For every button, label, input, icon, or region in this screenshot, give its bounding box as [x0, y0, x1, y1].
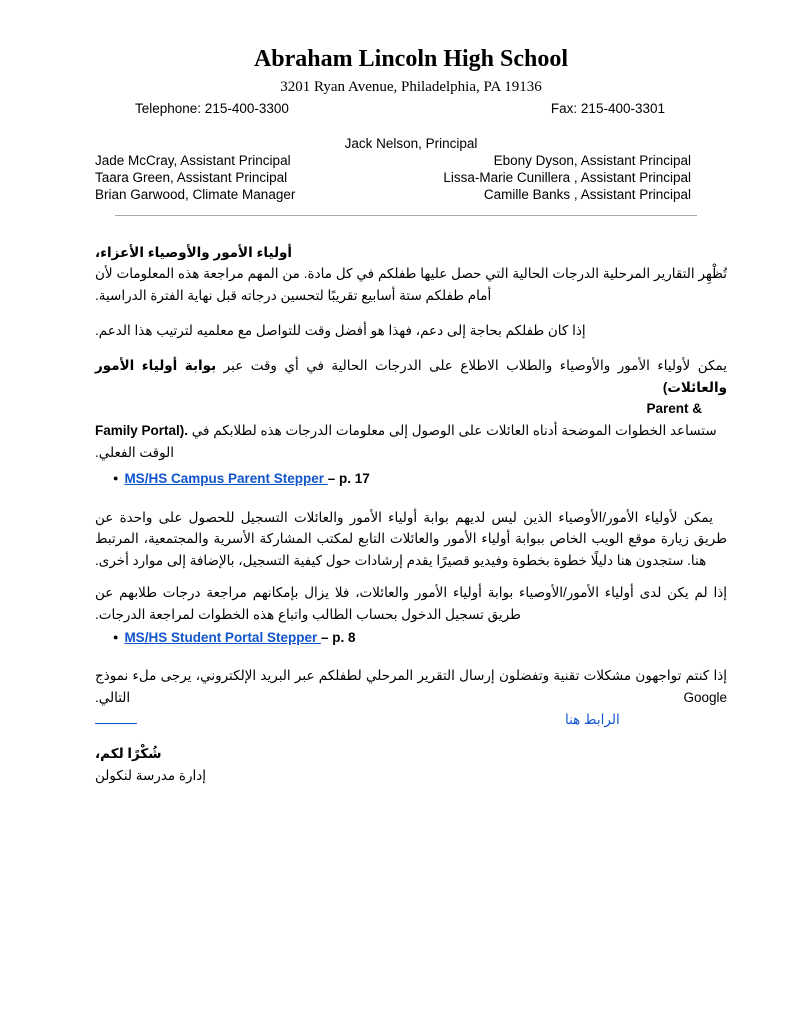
staff-member: Taara Green, Assistant Principal — [95, 170, 288, 186]
phone-fax-row — [95, 100, 727, 117]
staff-column-right — [443, 152, 691, 204]
principal-line: Jack Nelson, Principal — [344, 136, 478, 151]
bullet-icon: ● — [113, 631, 119, 642]
family-portal-text: Family Portal). — [95, 423, 189, 439]
school-name: Abraham Lincoln High School — [253, 46, 569, 72]
link-campus-parent-stepper[interactable]: MS/HS Campus Parent Stepper — [124, 470, 328, 486]
portal-outro-text: ستساعد الخطوات الموضحة أدناه العائلات على الوصول إلى معلومات الدرجات هذه لطلابكم في الوقت الفعلي. — [95, 423, 717, 460]
form-link-line — [95, 709, 727, 731]
paragraph-grade-reports: تُظْهِر التقارير المرحلية الدرجات الحالية التي حصل عليها طفلكم في كل مادة. من المهم مراجعة هذه المعلومات لأن أمام طفلكم ستة أسابيع تقريبًا لتحسين درجاته قبل نهاية الفترة الدراسية. — [95, 266, 727, 304]
paragraph-support: إذا كان طفلكم بحاجة إلى دعم، فهذا هو أفضل وقت للتواصل مع معلميه لترتيب هذا الدعم. — [95, 323, 586, 338]
greeting-line: أولياء الأمور والأوصياء الأعزاء، — [95, 244, 293, 260]
family-portal-line — [95, 420, 727, 464]
google-form-line — [95, 665, 727, 709]
closing-thanks: شُكْرًا لكم، — [95, 745, 162, 761]
staff-member: Ebony Dyson, Assistant Principal — [493, 153, 691, 168]
staff-columns — [95, 152, 727, 204]
fax-number: Fax: 215-400-3301 — [550, 101, 665, 116]
blank-link-underline[interactable] — [95, 709, 137, 724]
header-divider — [115, 215, 697, 216]
portal-sentence-line — [95, 355, 727, 399]
link-student-portal-stepper[interactable]: MS/HS Student Portal Stepper — [124, 629, 321, 645]
paragraph-register-portal: يمكن لأولياء الأمور/الأوصياء الذين ليس لديهم بوابة أولياء الأمور والعائلات التسجيل للحصول على واحدة عن طريق زيارة موقع الويب الخاص ببوابة أولياء الأمور والعائلات التابع لمكتب المشاركة الأسرية والمجتمعية، المرتبط هنا. ستجدون هنا دليلًا خطوة بخطوة وفيديو قصيرًا يقدم إرشادات حول كيفية التسجيل، بالإضافة إلى موارد أخرى. — [95, 509, 727, 569]
page-reference: – p. 17 — [327, 470, 370, 486]
portal-name-bold: بوابة أولياء الأمور والعائلات — [95, 357, 727, 395]
paragraph-student-login: إذا لم يكن لدى أولياء الأمور/الأوصياء بوابة أولياء الأمور والعائلات، فلا يزال بإمكانهم مراجعة درجات طلابهم عن طريق تسجيل الدخول بحساب الطالب واتباع هذه الخطوات لمراجعة الدرجات. — [95, 584, 727, 622]
bullet-icon: ● — [113, 472, 119, 483]
staff-member: Lissa-Marie Cunillera , Assistant Principal — [443, 170, 691, 186]
open-paren: ( — [662, 379, 668, 395]
bullet-student-portal-stepper — [95, 627, 727, 649]
telephone-number: Telephone: 215-400-3300 — [135, 101, 289, 116]
staff-column-left — [95, 152, 295, 204]
staff-member: Camille Banks , Assistant Principal — [483, 187, 691, 203]
parent-amp-line: Parent & — [646, 401, 702, 417]
link-here[interactable]: الرابط هنا — [565, 711, 620, 727]
portal-sentence-text: يمكن لأولياء الأمور والأوصياء والطلاب الاطلاع على الدرجات الحالية في أي وقت عبر — [216, 357, 728, 373]
closing-sender: إدارة مدرسة لنكولن — [95, 767, 206, 783]
page-reference: – p. 8 — [320, 629, 356, 645]
bullet-campus-parent-stepper — [95, 468, 727, 490]
google-line-prefix: إذا كنتم تواجهون مشكلات تقنية وتفضلون إرسال التقرير المرحلي لطفلكم عبر البريد الإلكتروني، يرجى ملء نموذج — [95, 668, 727, 684]
google-brand-text: Google — [683, 690, 727, 706]
staff-member: Jade McCray, Assistant Principal — [95, 153, 291, 168]
staff-member: Brian Garwood, Climate Manager — [95, 187, 296, 203]
google-line-suffix: التالي. — [95, 690, 684, 706]
school-address: 3201 Ryan Avenue, Philadelphia, PA 19136 — [280, 79, 542, 95]
